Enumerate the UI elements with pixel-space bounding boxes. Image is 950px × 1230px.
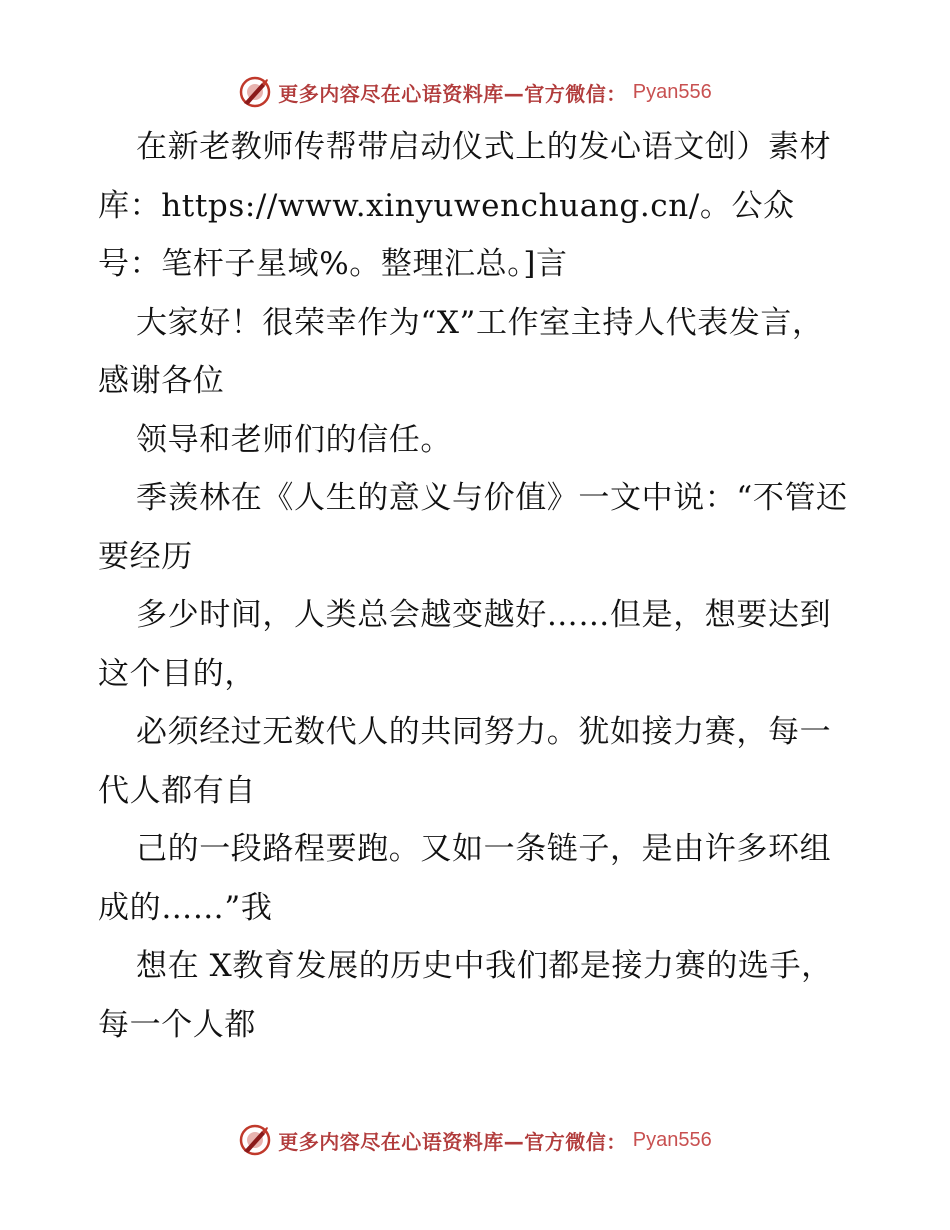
banner-text: 更多内容尽在心语资料库—官方微信：	[278, 1129, 627, 1154]
paragraph: 己的一段路程要跑。又如一条链子，是由许多环组成的……”我	[98, 831, 832, 926]
banner-wechat-id: Pyan556	[632, 1128, 712, 1151]
document-body	[98, 118, 854, 1054]
paragraph: 大家好！很荣幸作为“X”工作室主持人代表发言，感谢各位	[98, 304, 824, 399]
paragraph: 必须经过无数代人的共同努力。犹如接力赛，每一代人都有自	[98, 714, 832, 809]
paragraph: 多少时间，人类总会越变越好……但是，想要达到这个目的，	[98, 597, 832, 692]
footer-banner	[0, 1120, 950, 1160]
quill-logo-icon	[238, 75, 272, 109]
paragraph: 在新老教师传帮带启动仪式上的发心语文创）素材库：https://www.xinyuwenchuang.cn/。公众号：笔杆子星域%。整理汇总。]言	[98, 129, 832, 282]
banner-wechat-id: Pyan556	[632, 80, 712, 103]
quill-logo-icon	[238, 1123, 272, 1157]
paragraph: 季羡林在《人生的意义与价值》一文中说：“不管还要经历	[98, 480, 848, 575]
paragraph: 领导和老师们的信任。	[136, 421, 452, 458]
header-banner	[0, 72, 950, 112]
banner-text: 更多内容尽在心语资料库—官方微信：	[278, 81, 627, 106]
paragraph: 想在 X教育发展的历史中我们都是接力赛的选手，每一个人都	[98, 948, 833, 1043]
